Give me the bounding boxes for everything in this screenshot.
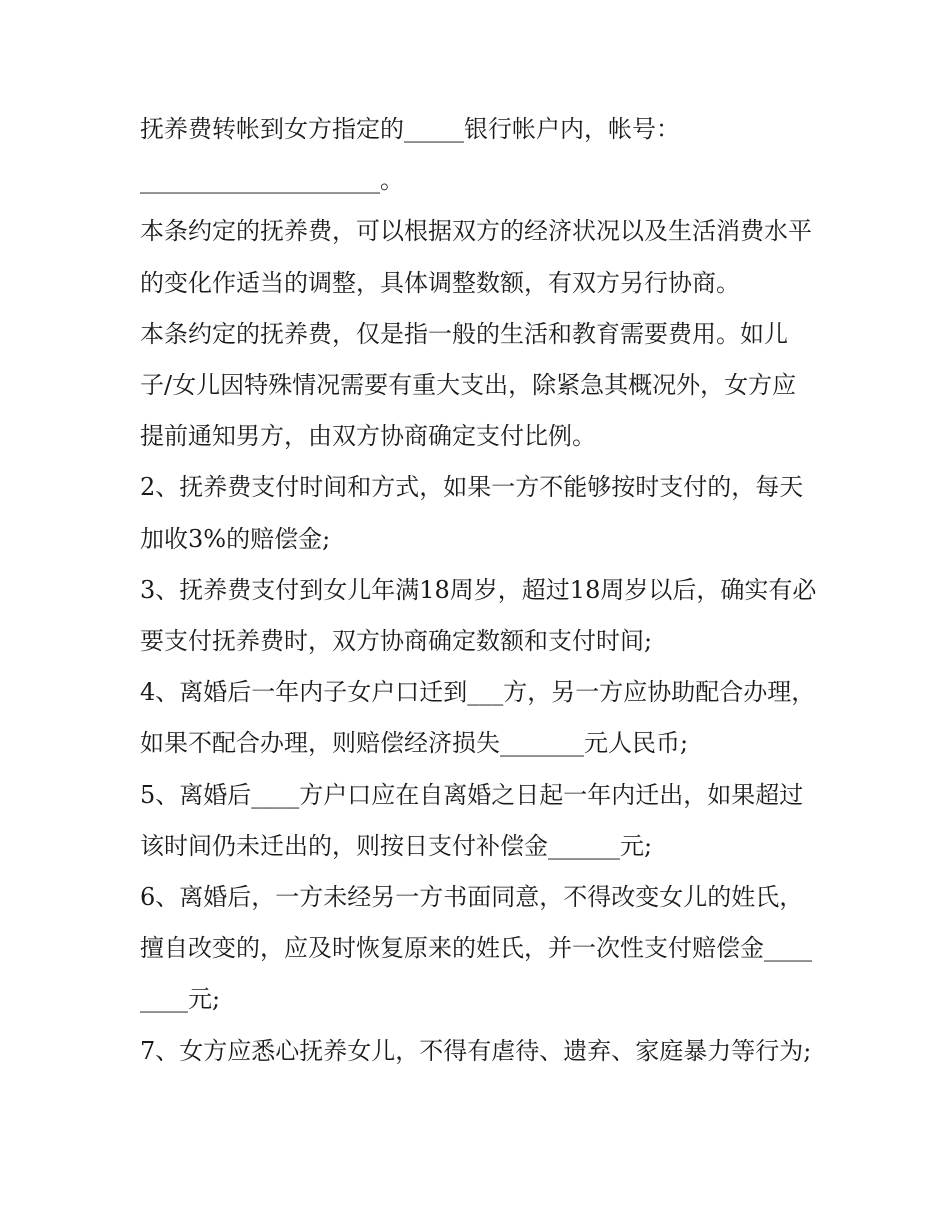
paragraph-clause-5: 5、离婚后____方户口应在自离婚之日起一年内迁出，如果超过该时间仍未迁出的，则按日支付补偿金______元; [140, 780, 804, 860]
paragraph-clause-6: 6、离婚后，一方未经另一方书面同意，不得改变女儿的姓氏，擅自改变的，应及时恢复原来的姓氏，并一次性支付赔偿金________元; [140, 883, 812, 1014]
paragraph-account-number-blank: ____________________。 [140, 166, 404, 195]
paragraph-clause-3: 3、抚养费支付到女儿年满18周岁，超过18周岁以后，确实有必要支付抚养费时，双方协商确定数额和支付时间; [140, 575, 817, 656]
paragraph-clause-7: 7、女方应悉心抚养女儿，不得有虐待、遗弃、家庭暴力等行为; [140, 1036, 812, 1065]
document-body [140, 104, 820, 1077]
paragraph-bank-account: 抚养费转帐到女方指定的_____银行帐户内，帐号： [140, 115, 680, 143]
paragraph-adjustment-clause: 本条约定的抚养费，可以根据双方的经济状况以及生活消费水平的变化作适当的调整，具体调整数额，有双方另行协商。 [140, 217, 812, 297]
paragraph-expense-scope-clause: 本条约定的抚养费，仅是指一般的生活和教育需要费用。如儿子/女儿因特殊情况需要有重大支出，除紧急其概况外，女方应提前通知男方，由双方协商确定支付比例。 [140, 319, 797, 451]
paragraph-clause-4: 4、离婚后一年内子女户口迁到___方，另一方应协助配合办理，如果不配合办理，则赔偿经济损失_______元人民币; [140, 678, 816, 758]
paragraph-clause-2: 2、抚养费支付时间和方式，如果一方不能够按时支付的，每天加收3%的赔偿金; [140, 473, 804, 553]
